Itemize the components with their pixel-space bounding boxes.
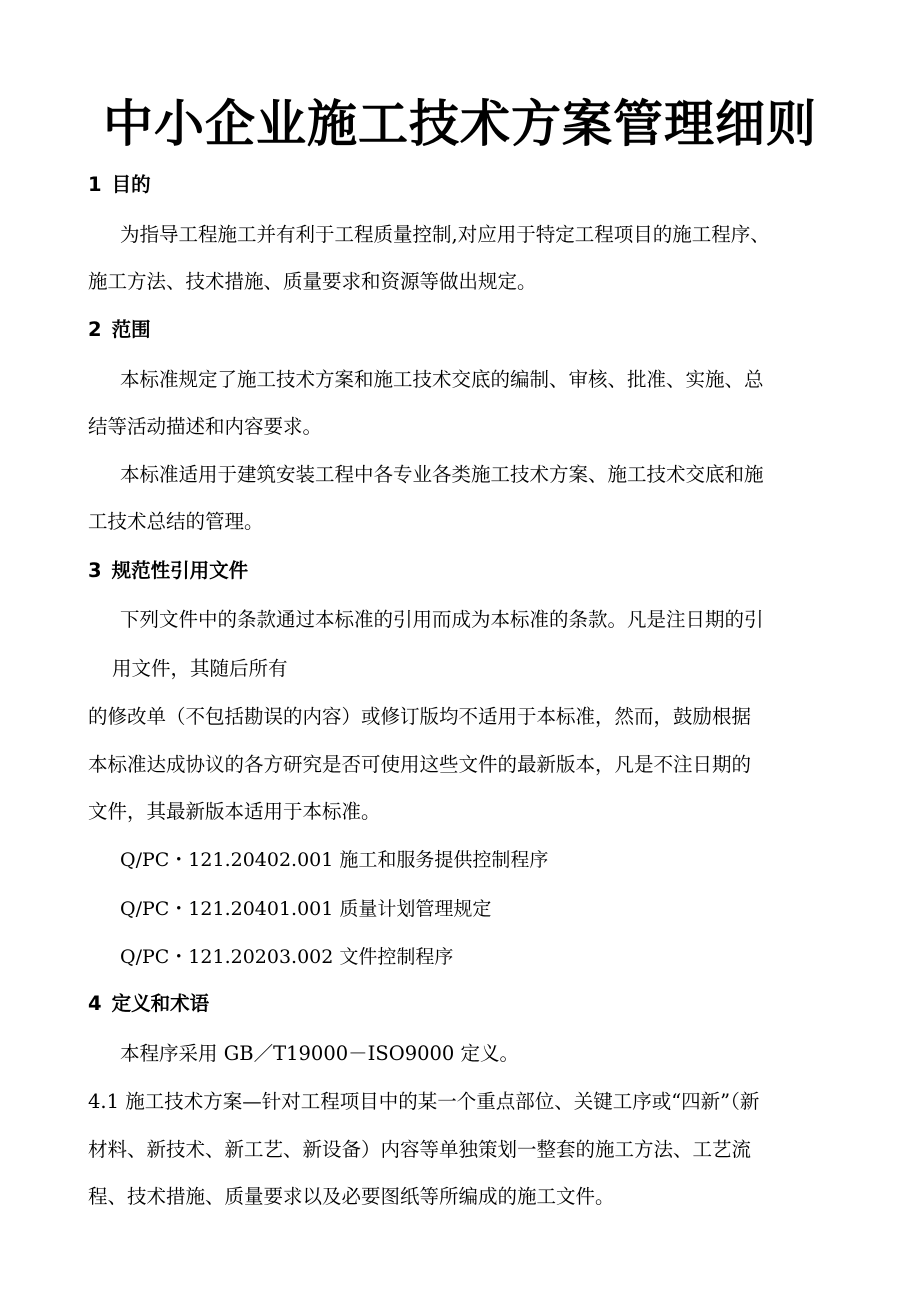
section-2-heading <box>88 317 151 343</box>
paragraph-line: 程、技术措施、质量要求以及必要图纸等所编成的施工文件。 <box>88 1185 615 1208</box>
paragraph-line: 本标准适用于建筑安装工程中各专业各类施工技术方案、施工技术交底和施 <box>120 463 764 486</box>
section-title: 目的 <box>111 173 151 196</box>
section-title: 范围 <box>111 318 151 341</box>
document-title: 中小企业施工技术方案管理细则 <box>103 95 817 153</box>
section-1-heading <box>88 172 151 198</box>
section-title: 定义和术语 <box>111 992 210 1015</box>
section-number: 3 <box>88 559 102 582</box>
paragraph-line: 结等活动描述和内容要求。 <box>88 415 323 438</box>
reference-item: Q/PC・121.20401.001 质量计划管理规定 <box>120 898 492 920</box>
paragraph-line: 本程序采用 GB／T19000－ISO9000 定义。 <box>120 1042 520 1065</box>
paragraph-line: 本标准规定了施工技术方案和施工技术交底的编制、审核、批准、实施、总 <box>120 368 764 391</box>
section-number: 2 <box>88 318 102 341</box>
paragraph-line: 本标准达成协议的各方研究是否可使用这些文件的最新版本，凡是不注日期的 <box>88 753 752 776</box>
reference-item: Q/PC・121.20203.002 文件控制程序 <box>120 946 454 968</box>
section-number: 1 <box>88 173 102 196</box>
reference-item: Q/PC・121.20402.001 施工和服务提供控制程序 <box>120 849 549 871</box>
paragraph-line: 材料、新技术、新工艺、新设备）内容等单独策划一整套的施工方法、工艺流 <box>88 1138 752 1161</box>
section-title: 规范性引用文件 <box>111 559 249 582</box>
paragraph-line: 4.1 施工技术方案—针对工程项目中的某一个重点部位、关键工序或“四新”（新 <box>88 1090 760 1113</box>
paragraph-line: 用文件，其随后所有 <box>112 657 288 680</box>
section-number: 4 <box>88 992 102 1015</box>
paragraph-line: 工技术总结的管理。 <box>88 510 264 533</box>
paragraph-line: 下列文件中的条款通过本标准的引用而成为本标准的条款。凡是注日期的引 <box>120 608 764 631</box>
section-4-heading <box>88 991 209 1017</box>
section-3-heading <box>88 558 248 584</box>
paragraph-line: 为指导工程施工并有利于工程质量控制,对应用于特定工程项目的施工程序、 <box>120 223 770 246</box>
paragraph-line: 施工方法、技术措施、质量要求和资源等做出规定。 <box>88 270 537 293</box>
paragraph-line: 的修改单（不包括勘误的内容）或修订版均不适用于本标准，然而，鼓励根据 <box>88 705 752 728</box>
paragraph-line: 文件，其最新版本适用于本标准。 <box>88 800 381 823</box>
